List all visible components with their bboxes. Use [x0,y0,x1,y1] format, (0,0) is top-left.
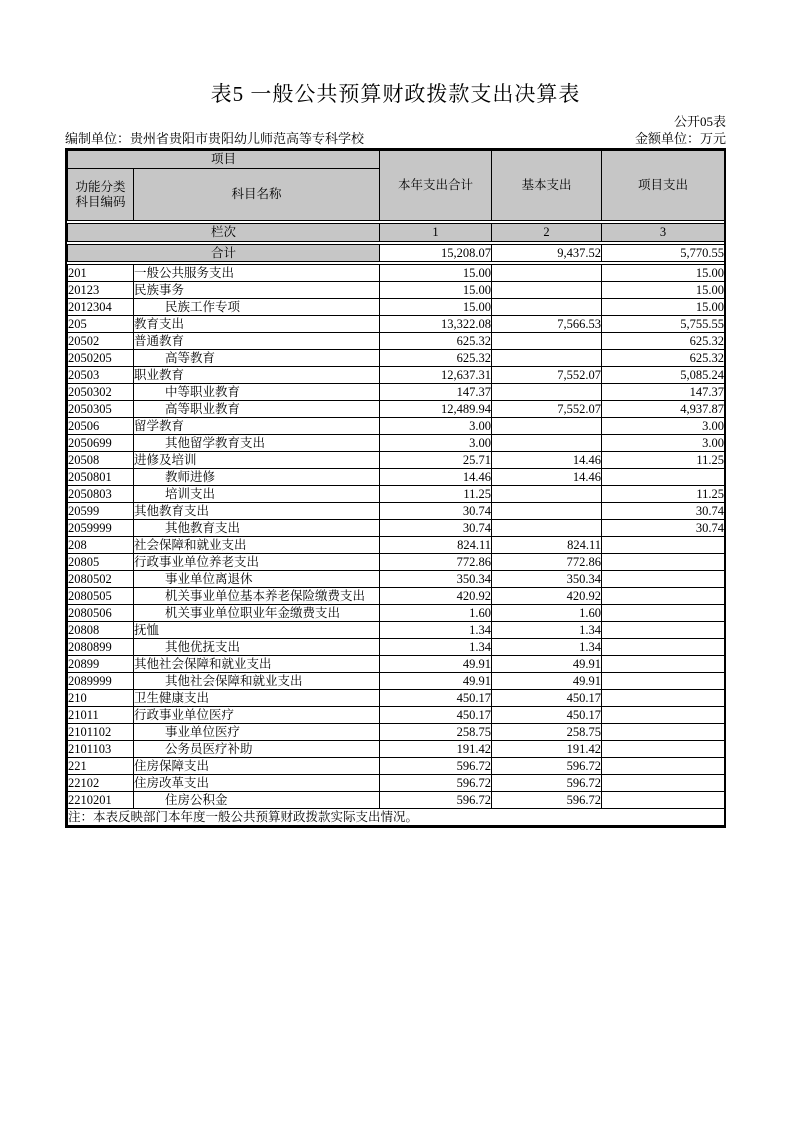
row-code-cell: 221 [68,758,134,775]
row-name-cell: 中等职业教育 [134,384,380,401]
lanci-col-1: 1 [380,224,492,242]
row-project-cell [602,537,725,554]
row-name-cell: 其他社会保障和就业支出 [134,673,380,690]
row-total-cell: 147.37 [380,384,492,401]
row-total-cell: 15.00 [380,282,492,299]
row-project-cell [602,707,725,724]
row-basic-cell: 596.72 [492,792,602,809]
table-row [68,537,725,554]
row-basic-cell [492,384,602,401]
lanci-label: 栏次 [68,224,380,242]
row-project-cell [602,469,725,486]
prepared-by-label: 编制单位：贵州省贵阳市贵阳幼儿师范高等专科学校 [65,131,365,146]
table-row [68,316,725,333]
row-project-cell: 147.37 [602,384,725,401]
header-project-cell: 项目 [68,151,380,169]
table-row [68,418,725,435]
row-code-cell: 20599 [68,503,134,520]
row-name-cell: 进修及培训 [134,452,380,469]
row-project-cell [602,792,725,809]
row-code-cell: 2080505 [68,588,134,605]
row-basic-cell: 1.34 [492,639,602,656]
note-body [68,809,725,826]
row-total-cell: 772.86 [380,554,492,571]
row-name-cell: 机关事业单位基本养老保险缴费支出 [134,588,380,605]
table-row [68,265,725,282]
row-total-cell: 420.92 [380,588,492,605]
row-basic-cell: 49.91 [492,673,602,690]
row-code-cell: 20506 [68,418,134,435]
total-value-project: 5,770.55 [602,245,725,262]
table-row [68,639,725,656]
row-project-cell: 30.74 [602,503,725,520]
row-code-cell: 2059999 [68,520,134,537]
row-name-cell: 事业单位医疗 [134,724,380,741]
row-total-cell: 1.34 [380,622,492,639]
row-name-cell: 公务员医疗补助 [134,741,380,758]
row-project-cell [602,758,725,775]
expenditure-table [65,148,726,828]
table-row [68,333,725,350]
table-row [68,367,725,384]
row-name-cell: 住房公积金 [134,792,380,809]
row-code-cell: 2089999 [68,673,134,690]
row-basic-cell [492,503,602,520]
row-total-cell: 450.17 [380,690,492,707]
header-code-line1: 功能分类 [75,179,126,194]
table-header-block [67,150,725,221]
row-basic-cell [492,520,602,537]
row-project-cell: 30.74 [602,520,725,537]
row-total-cell: 596.72 [380,792,492,809]
total-row [67,244,725,262]
row-name-cell: 一般公共服务支出 [134,265,380,282]
row-total-cell: 824.11 [380,537,492,554]
row-code-cell: 2080899 [68,639,134,656]
row-name-cell: 行政事业单位医疗 [134,707,380,724]
row-code-cell: 20123 [68,282,134,299]
row-basic-cell: 350.34 [492,571,602,588]
row-basic-cell [492,350,602,367]
row-basic-cell: 191.42 [492,741,602,758]
row-code-cell: 201 [68,265,134,282]
row-name-cell: 职业教育 [134,367,380,384]
row-basic-cell [492,418,602,435]
table-row [68,724,725,741]
table-row [68,741,725,758]
row-code-cell: 210 [68,690,134,707]
row-code-cell: 208 [68,537,134,554]
lanci-col-3: 3 [602,224,725,242]
row-name-cell: 其他留学教育支出 [134,435,380,452]
page-title: 表5 一般公共预算财政拨款支出决算表 [210,82,581,106]
row-total-cell: 625.32 [380,333,492,350]
row-basic-cell: 450.17 [492,690,602,707]
total-value-total: 15,208.07 [380,245,492,262]
row-total-cell: 49.91 [380,656,492,673]
row-code-cell: 2101103 [68,741,134,758]
row-name-cell: 民族事务 [134,282,380,299]
row-name-cell: 普通教育 [134,333,380,350]
table-row [68,282,725,299]
row-name-cell: 教师进修 [134,469,380,486]
row-code-cell: 205 [68,316,134,333]
row-total-cell: 15.00 [380,299,492,316]
row-project-cell [602,571,725,588]
row-project-cell: 5,085.24 [602,367,725,384]
row-name-cell: 其他社会保障和就业支出 [134,656,380,673]
row-total-cell: 30.74 [380,520,492,537]
row-total-cell: 12,489.94 [380,401,492,418]
header-row-project [68,151,725,169]
row-name-cell: 事业单位离退休 [134,571,380,588]
row-project-cell: 625.32 [602,333,725,350]
row-code-cell: 2050205 [68,350,134,367]
row-project-cell [602,588,725,605]
row-name-cell: 民族工作专项 [134,299,380,316]
table-row [68,571,725,588]
row-total-cell: 596.72 [380,775,492,792]
table-row [68,384,725,401]
row-total-cell: 11.25 [380,486,492,503]
row-basic-cell: 772.86 [492,554,602,571]
row-name-cell: 其他教育支出 [134,520,380,537]
row-name-cell: 机关事业单位职业年金缴费支出 [134,605,380,622]
table-row [68,775,725,792]
doc-number: 公开05表 [673,114,726,129]
row-basic-cell [492,435,602,452]
row-total-cell: 1.60 [380,605,492,622]
row-code-cell: 2012304 [68,299,134,316]
table-row [68,588,725,605]
row-code-cell: 20899 [68,656,134,673]
row-basic-cell: 450.17 [492,707,602,724]
table-row [68,673,725,690]
row-project-cell: 15.00 [602,299,725,316]
row-total-cell: 13,322.08 [380,316,492,333]
row-basic-cell: 596.72 [492,775,602,792]
row-code-cell: 20502 [68,333,134,350]
row-name-cell: 高等教育 [134,350,380,367]
row-name-cell: 抚恤 [134,622,380,639]
row-basic-cell [492,265,602,282]
header-col-project: 项目支出 [602,151,725,221]
row-code-cell: 20805 [68,554,134,571]
row-basic-cell: 1.34 [492,622,602,639]
table-row [68,452,725,469]
row-basic-cell [492,333,602,350]
row-basic-cell: 258.75 [492,724,602,741]
row-project-cell: 5,755.55 [602,316,725,333]
row-name-cell: 住房改革支出 [134,775,380,792]
row-project-cell [602,741,725,758]
row-total-cell: 3.00 [380,435,492,452]
header-col-total: 本年支出合计 [380,151,492,221]
table-row [68,690,725,707]
lanci-row [67,223,725,242]
row-project-cell: 625.32 [602,350,725,367]
row-total-cell: 14.46 [380,469,492,486]
table-row [68,622,725,639]
row-name-cell: 住房保障支出 [134,758,380,775]
row-basic-cell [492,486,602,503]
row-total-cell: 191.42 [380,741,492,758]
row-total-cell: 12,637.31 [380,367,492,384]
row-project-cell [602,605,725,622]
header-code-line2: 科目编码 [75,194,126,209]
total-tr [68,245,725,262]
row-project-cell: 4,937.87 [602,401,725,418]
data-rows-body [68,265,725,809]
row-project-cell [602,622,725,639]
row-name-cell: 留学教育 [134,418,380,435]
row-total-cell: 1.34 [380,639,492,656]
table-row [68,758,725,775]
table-row [68,605,725,622]
row-total-cell: 49.91 [380,673,492,690]
row-name-cell: 卫生健康支出 [134,690,380,707]
row-basic-cell: 7,552.07 [492,401,602,418]
row-code-cell: 2080506 [68,605,134,622]
row-code-cell: 2080502 [68,571,134,588]
row-code-cell: 2050302 [68,384,134,401]
row-project-cell: 11.25 [602,486,725,503]
row-code-cell: 2050801 [68,469,134,486]
row-total-cell: 25.71 [380,452,492,469]
row-project-cell [602,554,725,571]
row-name-cell: 高等职业教育 [134,401,380,418]
row-total-cell: 450.17 [380,707,492,724]
row-code-cell: 21011 [68,707,134,724]
row-basic-cell: 49.91 [492,656,602,673]
row-code-cell: 22102 [68,775,134,792]
row-basic-cell: 420.92 [492,588,602,605]
row-basic-cell: 7,566.53 [492,316,602,333]
table-row [68,520,725,537]
row-name-cell: 其他教育支出 [134,503,380,520]
row-total-cell: 258.75 [380,724,492,741]
row-project-cell [602,673,725,690]
row-code-cell: 2101102 [68,724,134,741]
lanci-col-2: 2 [492,224,602,242]
row-name-cell: 其他优抚支出 [134,639,380,656]
row-code-cell: 20808 [68,622,134,639]
row-project-cell [602,724,725,741]
table-row [68,503,725,520]
row-total-cell: 350.34 [380,571,492,588]
row-project-cell [602,656,725,673]
document-content [65,82,726,828]
table-note: 注：本表反映部门本年度一般公共预算财政拨款实际支出情况。 [68,809,725,826]
table-row [68,656,725,673]
row-basic-cell [492,282,602,299]
row-name-cell: 培训支出 [134,486,380,503]
lanci-tr [68,224,725,242]
table-row [68,401,725,418]
table-row [68,469,725,486]
header-col-basic: 基本支出 [492,151,602,221]
meta-line [65,130,726,147]
row-project-cell [602,690,725,707]
data-rows-table [67,264,725,826]
table-row [68,792,725,809]
row-project-cell: 3.00 [602,418,725,435]
row-project-cell: 15.00 [602,282,725,299]
total-value-basic: 9,437.52 [492,245,602,262]
row-project-cell [602,639,725,656]
table-row [68,486,725,503]
row-basic-cell [492,299,602,316]
header-code-col [68,169,134,221]
row-total-cell: 596.72 [380,758,492,775]
table-row [68,299,725,316]
note-row [68,809,725,826]
row-total-cell: 625.32 [380,350,492,367]
row-name-cell: 社会保障和就业支出 [134,537,380,554]
row-basic-cell: 824.11 [492,537,602,554]
table-row [68,435,725,452]
row-name-cell: 教育支出 [134,316,380,333]
amount-unit-label: 金额单位：万元 [634,131,726,146]
row-basic-cell: 14.46 [492,469,602,486]
row-code-cell: 20508 [68,452,134,469]
row-code-cell: 20503 [68,367,134,384]
row-project-cell: 11.25 [602,452,725,469]
row-code-cell: 2050803 [68,486,134,503]
row-basic-cell: 7,552.07 [492,367,602,384]
row-basic-cell: 596.72 [492,758,602,775]
total-label: 合计 [68,245,380,262]
table-row [68,350,725,367]
header-name-col: 科目名称 [134,169,380,221]
row-basic-cell: 1.60 [492,605,602,622]
row-project-cell: 15.00 [602,265,725,282]
row-project-cell: 3.00 [602,435,725,452]
row-code-cell: 2210201 [68,792,134,809]
row-basic-cell: 14.46 [492,452,602,469]
row-total-cell: 15.00 [380,265,492,282]
row-name-cell: 行政事业单位养老支出 [134,554,380,571]
row-total-cell: 3.00 [380,418,492,435]
table-row [68,707,725,724]
row-project-cell [602,775,725,792]
row-total-cell: 30.74 [380,503,492,520]
row-code-cell: 2050699 [68,435,134,452]
row-code-cell: 2050305 [68,401,134,418]
table-row [68,554,725,571]
